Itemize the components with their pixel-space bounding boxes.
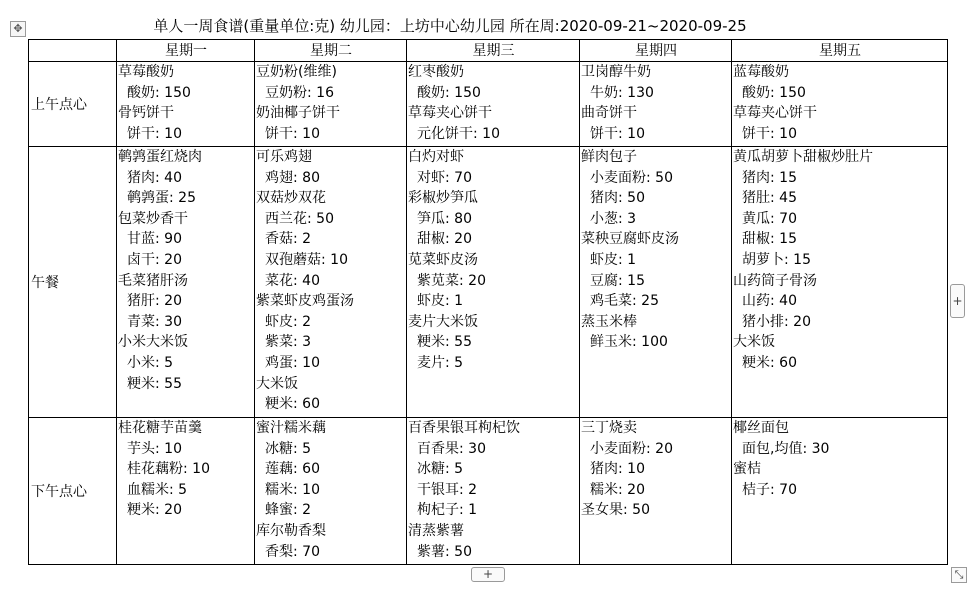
ingredient-amount: 猪肚: 45	[742, 190, 797, 207]
add-column-button[interactable]: +	[950, 284, 965, 318]
dish-name: 麦片大米饭	[408, 313, 478, 330]
ingredient-amount: 酸奶: 150	[127, 84, 191, 101]
ingredient-amount: 血糯米: 5	[127, 481, 188, 498]
dish-name: 卫岗醇牛奶	[581, 64, 651, 80]
ingredient-amount: 猪肉: 50	[590, 190, 645, 207]
menu-cell[interactable]	[732, 62, 948, 147]
ingredient-amount: 西兰花: 50	[265, 210, 334, 227]
ingredient-amount: 麦片: 5	[417, 354, 464, 371]
ingredient-amount: 冰糖: 5	[265, 440, 312, 457]
dish-name: 蓝莓酸奶	[733, 64, 789, 80]
dish-name: 大米饭	[733, 334, 775, 351]
header-day: 星期五	[732, 40, 948, 62]
ingredient-amount: 猪小排: 20	[742, 313, 811, 330]
menu-cell[interactable]	[407, 147, 580, 418]
ingredient-amount: 牛奶: 130	[590, 84, 654, 101]
dish-name: 草莓夹心饼干	[733, 105, 817, 122]
dish-name: 菜秧豆腐虾皮汤	[581, 231, 679, 248]
meal-row	[29, 418, 948, 565]
ingredient-amount: 鸡毛菜: 25	[590, 293, 659, 310]
header-day: 星期一	[117, 40, 255, 62]
dish-name: 山药筒子骨汤	[733, 272, 817, 289]
ingredient-amount: 虾皮: 2	[265, 313, 312, 330]
ingredient-amount: 菜花: 40	[265, 272, 320, 289]
ingredient-amount: 酸奶: 150	[417, 84, 481, 101]
ingredient-amount: 桂花藕粉: 10	[127, 461, 210, 478]
ingredient-amount: 虾皮: 1	[417, 293, 464, 310]
ingredient-amount: 青菜: 30	[127, 313, 182, 330]
table-move-icon[interactable]: ✥	[10, 21, 26, 37]
ingredient-amount: 小米: 5	[127, 354, 174, 371]
menu-cell[interactable]	[580, 62, 732, 147]
ingredient-amount: 粳米: 60	[265, 396, 320, 413]
dish-name: 奶油椰子饼干	[256, 105, 340, 122]
ingredient-amount: 粳米: 55	[127, 375, 182, 392]
dish-name: 蒸玉米棒	[581, 313, 637, 330]
dish-name: 彩椒炒笋瓜	[408, 190, 478, 207]
dish-name: 蜜桔	[733, 461, 761, 478]
dish-name: 红枣酸奶	[408, 64, 464, 80]
ingredient-amount: 猪肉: 15	[742, 169, 797, 186]
menu-cell[interactable]	[255, 418, 407, 565]
ingredient-amount: 酸奶: 150	[742, 84, 806, 101]
dish-name: 可乐鸡翅	[256, 149, 312, 165]
ingredient-amount: 鲜玉米: 100	[590, 334, 668, 351]
ingredient-amount: 桔子: 70	[742, 481, 797, 498]
ingredient-amount: 甘蓝: 90	[127, 231, 182, 248]
ingredient-amount: 鸡翅: 80	[265, 169, 320, 186]
dish-name: 紫菜虾皮鸡蛋汤	[256, 293, 354, 310]
menu-cell[interactable]	[407, 418, 580, 565]
ingredient-amount: 豆腐: 15	[590, 272, 645, 289]
dish-name: 苋菜虾皮汤	[408, 251, 478, 268]
dish-name: 白灼对虾	[408, 149, 464, 165]
ingredient-amount: 香菇: 2	[265, 231, 312, 248]
dish-name: 草莓夹心饼干	[408, 105, 492, 122]
ingredient-amount: 猪肉: 40	[127, 169, 182, 186]
menu-cell[interactable]	[255, 62, 407, 147]
ingredient-amount: 猪肝: 20	[127, 293, 182, 310]
ingredient-amount: 鹌鹑蛋: 25	[127, 190, 196, 207]
ingredient-amount: 糯米: 10	[265, 481, 320, 498]
weekly-menu-table	[28, 39, 948, 565]
ingredient-amount: 饼干: 10	[265, 125, 320, 142]
dish-name: 百香果银耳枸杞饮	[408, 420, 520, 436]
menu-cell[interactable]	[117, 418, 255, 565]
ingredient-amount: 糯米: 20	[590, 481, 645, 498]
ingredient-amount: 对虾: 70	[417, 169, 472, 186]
dish-name: 桂花糖芋苗羹	[118, 420, 202, 436]
meal-row	[29, 62, 948, 147]
meal-label: 下午点心	[29, 418, 117, 565]
ingredient-amount: 猪肉: 10	[590, 461, 645, 478]
ingredient-amount: 甜椒: 15	[742, 231, 797, 248]
menu-cell[interactable]	[732, 418, 948, 565]
dish-name: 椰丝面包	[733, 420, 789, 436]
ingredient-amount: 笋瓜: 80	[417, 210, 472, 227]
dish-name: 圣女果: 50	[581, 502, 650, 519]
add-row-button[interactable]: +	[471, 567, 505, 582]
ingredient-amount: 百香果: 30	[417, 440, 486, 457]
ingredient-amount: 鸡蛋: 10	[265, 354, 320, 371]
menu-cell[interactable]	[117, 147, 255, 418]
ingredient-amount: 蜂蜜: 2	[265, 502, 312, 519]
dish-name: 曲奇饼干	[581, 105, 637, 122]
ingredient-amount: 莲藕: 60	[265, 461, 320, 478]
dish-name: 鹌鹑蛋红烧肉	[118, 149, 202, 165]
ingredient-amount: 小葱: 3	[590, 210, 637, 227]
dish-name: 小米大米饭	[118, 334, 188, 351]
ingredient-amount: 胡萝卜: 15	[742, 251, 811, 268]
ingredient-amount: 紫薯: 50	[417, 543, 472, 560]
dish-name: 蜜汁糯米藕	[256, 420, 326, 436]
menu-cell[interactable]	[580, 147, 732, 418]
ingredient-amount: 粳米: 60	[742, 354, 797, 371]
ingredient-amount: 黄瓜: 70	[742, 210, 797, 227]
menu-title: 单人一周食谱(重量单位:克) 幼儿园：上坊中心幼儿园 所在周:2020-09-21~2020-09-25	[153, 17, 747, 35]
ingredient-amount: 饼干: 10	[590, 125, 645, 142]
header-day: 星期三	[407, 40, 580, 62]
ingredient-amount: 饼干: 10	[742, 125, 797, 142]
ingredient-amount: 卤干: 20	[127, 251, 182, 268]
header-day: 星期四	[580, 40, 732, 62]
ingredient-amount: 面包,均值: 30	[742, 440, 830, 457]
ingredient-amount: 豆奶粉: 16	[265, 84, 334, 101]
dish-name: 库尔勒香梨	[256, 522, 326, 539]
ingredient-amount: 枸杞子: 1	[417, 502, 478, 519]
table-resize-icon[interactable]: ⤡	[951, 567, 967, 583]
dish-name: 三丁烧卖	[581, 420, 637, 436]
menu-cell[interactable]	[117, 62, 255, 147]
dish-name: 大米饭	[256, 375, 298, 392]
ingredient-amount: 香梨: 70	[265, 543, 320, 560]
ingredient-amount: 粳米: 55	[417, 334, 472, 351]
dish-name: 包菜炒香干	[118, 210, 188, 227]
ingredient-amount: 干银耳: 2	[417, 481, 478, 498]
ingredient-amount: 山药: 40	[742, 293, 797, 310]
dish-name: 毛菜猪肝汤	[118, 272, 188, 289]
ingredient-amount: 紫苋菜: 20	[417, 272, 486, 289]
ingredient-amount: 粳米: 20	[127, 502, 182, 519]
dish-name: 清蒸紫薯	[408, 522, 464, 539]
ingredient-amount: 冰糖: 5	[417, 461, 464, 478]
ingredient-amount: 小麦面粉: 20	[590, 440, 673, 457]
dish-name: 骨钙饼干	[118, 105, 174, 122]
meal-label: 上午点心	[29, 62, 117, 147]
ingredient-amount: 虾皮: 1	[590, 251, 637, 268]
ingredient-amount: 紫菜: 3	[265, 334, 312, 351]
ingredient-amount: 甜椒: 20	[417, 231, 472, 248]
ingredient-amount: 芋头: 10	[127, 440, 182, 457]
menu-cell[interactable]	[255, 147, 407, 418]
meal-row	[29, 147, 948, 418]
dish-name: 鲜肉包子	[581, 149, 637, 165]
ingredient-amount: 饼干: 10	[127, 125, 182, 142]
ingredient-amount: 小麦面粉: 50	[590, 169, 673, 186]
dish-name: 草莓酸奶	[118, 64, 174, 80]
header-day: 星期二	[255, 40, 407, 62]
ingredient-amount: 元化饼干: 10	[417, 125, 500, 142]
dish-name: 豆奶粉(维维)	[256, 64, 337, 80]
menu-cell[interactable]	[407, 62, 580, 147]
header-corner	[29, 40, 117, 62]
menu-cell[interactable]	[580, 418, 732, 565]
menu-cell[interactable]	[732, 147, 948, 418]
dish-name: 双菇炒双花	[256, 190, 326, 207]
ingredient-amount: 双孢蘑菇: 10	[265, 251, 348, 268]
meal-label: 午餐	[29, 147, 117, 418]
dish-name: 黄瓜胡萝卜甜椒炒肚片	[733, 149, 873, 165]
